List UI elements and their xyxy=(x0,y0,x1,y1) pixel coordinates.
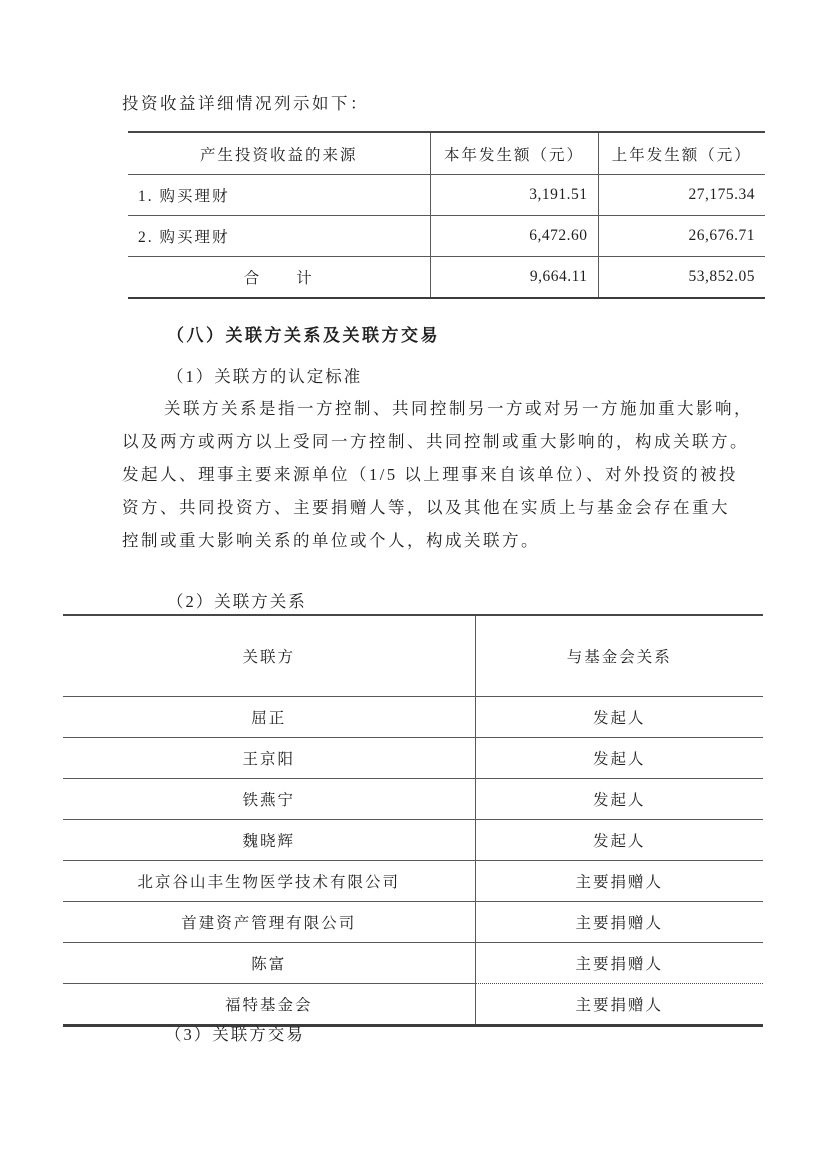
subheading-recognition-criteria: （1）关联方的认定标准 xyxy=(167,367,363,386)
party-cell: 陈富 xyxy=(63,943,475,984)
table-row xyxy=(63,984,763,1026)
relation-cell: 发起人 xyxy=(475,697,763,738)
paragraph-line: 资方、共同投资方、主要捐赠人等，以及其他在实质上与基金会存在重大 xyxy=(122,498,730,517)
total-prior-year-cell: 53,852.05 xyxy=(598,257,765,299)
investment-income-table xyxy=(128,131,765,299)
relation-cell: 主要捐赠人 xyxy=(475,861,763,902)
table-row xyxy=(63,820,763,861)
paragraph-line: 控制或重大影响关系的单位或个人，构成关联方。 xyxy=(122,531,540,550)
table-row xyxy=(128,216,765,257)
section-heading-related-parties: （八）关联方关系及关联方交易 xyxy=(167,326,440,345)
table-row xyxy=(128,175,765,216)
prior-year-cell: 27,175.34 xyxy=(598,175,765,216)
party-cell: 首建资产管理有限公司 xyxy=(63,902,475,943)
column-header-party: 关联方 xyxy=(242,649,295,666)
related-party-table xyxy=(63,614,763,1027)
table-header-row xyxy=(63,615,763,697)
table-header-row xyxy=(128,132,765,175)
subheading-related-party-relationships: （2）关联方关系 xyxy=(167,592,307,611)
table-row xyxy=(63,738,763,779)
paragraph-line: 以及两方或两方以上受同一方控制、共同控制或重大影响的，构成关联方。 xyxy=(122,432,749,451)
prior-year-cell: 26,676.71 xyxy=(598,216,765,257)
party-cell: 魏晓辉 xyxy=(63,820,475,861)
relation-cell: 主要捐赠人 xyxy=(475,943,763,984)
column-header-current-year: 本年发生额（元） xyxy=(430,132,598,175)
table-row xyxy=(63,779,763,820)
relation-cell: 主要捐赠人 xyxy=(475,984,763,1026)
current-year-cell: 6,472.60 xyxy=(430,216,598,257)
intro-line: 投资收益详细情况列示如下： xyxy=(122,94,369,113)
current-year-cell: 3,191.51 xyxy=(430,175,598,216)
party-cell: 王京阳 xyxy=(63,738,475,779)
party-cell: 铁燕宁 xyxy=(63,779,475,820)
paragraph-line: 关联方关系是指一方控制、共同控制另一方或对另一方施加重大影响， xyxy=(164,399,753,418)
table-row xyxy=(63,861,763,902)
total-current-year-cell: 9,664.11 xyxy=(430,257,598,299)
table-total-row xyxy=(128,257,765,299)
column-header-prior-year: 上年发生额（元） xyxy=(598,132,765,175)
relation-cell: 主要捐赠人 xyxy=(475,902,763,943)
relation-cell: 发起人 xyxy=(475,738,763,779)
table-row xyxy=(63,697,763,738)
table-row xyxy=(63,902,763,943)
relation-cell: 发起人 xyxy=(475,820,763,861)
paragraph-line: 发起人、理事主要来源单位（1/5 以上理事来自该单位）、对外投资的被投 xyxy=(122,465,738,484)
source-cell: 2. 购买理财 xyxy=(128,216,430,257)
table-row xyxy=(63,943,763,984)
party-cell: 福特基金会 xyxy=(63,984,475,1026)
column-header-source: 产生投资收益的来源 xyxy=(199,146,358,164)
party-cell: 屈正 xyxy=(63,697,475,738)
party-cell: 北京谷山丰生物医学技术有限公司 xyxy=(63,861,475,902)
column-header-relation: 与基金会关系 xyxy=(475,615,763,697)
total-label-cell: 合 计 xyxy=(128,257,430,299)
source-cell: 1. 购买理财 xyxy=(128,175,430,216)
subheading-related-party-transactions: （3）关联方交易 xyxy=(165,1025,305,1044)
related-party-definition-paragraph xyxy=(122,392,770,557)
relation-cell: 发起人 xyxy=(475,779,763,820)
